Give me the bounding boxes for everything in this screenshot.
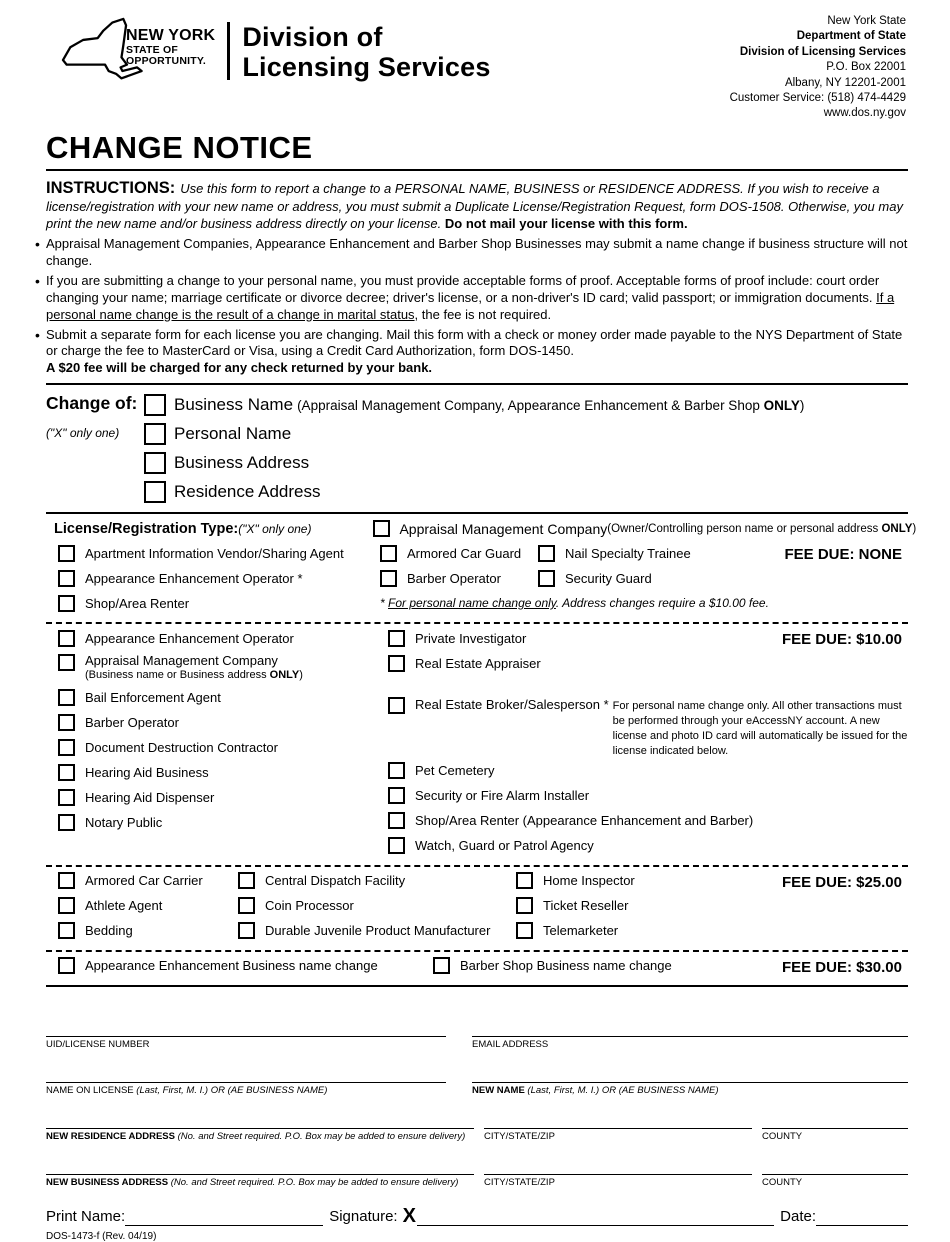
new-residence-address-input[interactable]	[46, 1105, 474, 1129]
residence-county-field	[762, 1105, 908, 1142]
bullet-3-bold: A $20 fee will be charged for any check returned by your bank.	[46, 360, 433, 376]
agency-line-city: Albany, NY 12201-2001	[784, 76, 906, 89]
signature-input[interactable]	[417, 1208, 774, 1226]
license-option-real-estate-appraiser[interactable]: Real Estate Appraiser	[388, 653, 908, 673]
business-name-checkbox[interactable]	[144, 394, 166, 416]
personal-name-change-footnote: * For personal name change only. Address changes require a $10.00 fee.	[380, 596, 769, 611]
license-option-hearing-aid-dispenser[interactable]: Hearing Aid Dispenser	[58, 787, 388, 807]
email-address-field	[472, 1013, 908, 1050]
fee-due-10-label: FEE DUE: $10.00	[781, 631, 902, 649]
checkbox[interactable]	[538, 545, 555, 562]
license-option-appraisal-management-company[interactable]: Appraisal Management Company (Business name or Business address ONLY)	[58, 653, 388, 682]
field-row-2	[46, 1059, 908, 1096]
residence-address-checkbox[interactable]	[144, 481, 166, 503]
page-title: CHANGE NOTICE	[46, 122, 908, 171]
license-option-document-destruction-contractor[interactable]: Document Destruction Contractor	[58, 737, 388, 757]
appraisal-management-company-top-note: (Owner/Controlling person name or personal address ONLY)	[607, 522, 917, 535]
fee-group-none	[46, 539, 908, 624]
license-option-armored-car-carrier[interactable]: Armored Car Carrier	[58, 871, 238, 891]
logo-text-stateof: STATE OF	[126, 43, 178, 56]
checkbox[interactable]	[58, 739, 75, 756]
instructions-intro-text: Use this form to report a change to a PERSONAL NAME, BUSINESS or RESIDENCE ADDRESS. If you wish to receive a license/registration with your new name or address, you must submit a Duplicate License/Registration Request, form DOS-1508. Otherwise, you may print the new name and/or business address directly on your license.	[46, 180, 903, 232]
checkbox[interactable]	[388, 630, 405, 647]
instruction-bullet-2	[46, 273, 908, 324]
fee-10-column-1	[58, 628, 388, 860]
checkbox[interactable]	[380, 545, 397, 562]
instructions-intro-bold: Do not mail your license with this form.	[444, 216, 688, 232]
change-of-options	[144, 393, 908, 509]
instructions-intro	[46, 178, 908, 233]
new-business-address-field	[46, 1151, 474, 1188]
license-option-notary-public[interactable]: Notary Public	[58, 812, 388, 832]
checkbox[interactable]	[58, 897, 75, 914]
agency-website: www.dos.ny.gov	[823, 107, 906, 120]
division-title-line2: Licensing Services	[242, 52, 491, 83]
instructions-heading: INSTRUCTIONS:	[46, 178, 176, 197]
residence-city-state-zip-input[interactable]	[484, 1105, 752, 1129]
license-option-private-investigator[interactable]: Private Investigator	[388, 628, 908, 648]
residence-county-label: COUNTY	[762, 1130, 803, 1142]
license-type-x-only-note: ("X" only one)	[238, 521, 312, 536]
license-option-durable-juvenile-product-manufacturer[interactable]: Durable Juvenile Product Manufacturer	[238, 921, 516, 941]
new-business-address-label: NEW BUSINESS ADDRESS (No. and Street required. P.O. Box may be added to ensure delivery)	[46, 1176, 459, 1188]
appraisal-management-company-top-label: Appraisal Management Company	[399, 520, 608, 537]
license-option-shop-area-renter-none[interactable]: Shop/Area Renter	[58, 593, 380, 613]
personal-name-checkbox[interactable]	[144, 423, 166, 445]
field-row-4	[46, 1151, 908, 1188]
name-on-license-label: NAME ON LICENSE (Last, First, M. I.) OR (AE BUSINESS NAME)	[46, 1084, 328, 1096]
checkbox[interactable]	[388, 837, 405, 854]
license-option-armored-car-guard[interactable]: Armored Car Guard	[380, 543, 538, 563]
license-option-pet-cemetery[interactable]: Pet Cemetery	[388, 761, 908, 781]
checkbox[interactable]	[58, 595, 75, 612]
license-option-appearance-enhancement-operator-star[interactable]: Appearance Enhancement Operator *	[58, 568, 380, 588]
checkbox[interactable]	[58, 789, 75, 806]
license-type-section	[46, 512, 917, 986]
license-option-telemarketer[interactable]: Telemarketer	[516, 921, 618, 941]
business-county-field	[762, 1151, 908, 1188]
license-option-barber-shop-business-name-change[interactable]: Barber Shop Business name change	[433, 956, 672, 976]
email-address-label: EMAIL ADDRESS	[472, 1038, 549, 1050]
business-address-checkbox[interactable]	[144, 452, 166, 474]
logo-divider	[227, 22, 230, 80]
checkbox[interactable]	[380, 570, 397, 587]
logo-text-newyork: NEW YORK	[126, 27, 216, 44]
license-option-watch-guard-patrol-agency[interactable]: Watch, Guard or Patrol Agency	[388, 836, 908, 856]
fee-due-none-label: FEE DUE: NONE	[784, 546, 902, 564]
license-option-appearance-enhancement-operator[interactable]: Appearance Enhancement Operator	[58, 628, 388, 648]
business-city-state-zip-input[interactable]	[484, 1151, 752, 1175]
new-residence-address-label: NEW RESIDENCE ADDRESS (No. and Street required. P.O. Box may be added to ensure delivery)	[46, 1130, 466, 1142]
license-option-hearing-aid-business[interactable]: Hearing Aid Business	[58, 762, 388, 782]
new-residence-address-field	[46, 1105, 474, 1142]
uid-license-number-input[interactable]	[46, 1013, 446, 1037]
bullet-2-text: If you are submitting a change to your personal name, you must provide acceptable forms of proof. Acceptable forms of proof include: court order changing your name; marriage certificate or divorce decree; driver's license, or a non-driver's ID card; valid passport; or immigration documents.	[46, 272, 880, 305]
form-number: DOS-1473-f (Rev. 04/19)	[46, 1230, 157, 1242]
checkbox[interactable]	[238, 897, 255, 914]
instruction-bullet-3	[46, 327, 908, 378]
business-city-state-zip-label: CITY/STATE/ZIP	[484, 1176, 555, 1188]
license-option-central-dispatch-facility[interactable]: Central Dispatch Facility	[238, 871, 516, 891]
checkbox[interactable]	[58, 654, 75, 671]
date-label: Date:	[780, 1207, 816, 1225]
checkbox[interactable]	[516, 872, 533, 889]
option-business-address[interactable]	[144, 451, 908, 475]
residence-address-label: Residence Address	[174, 482, 321, 502]
new-name-label: NEW NAME (Last, First, M. I.) OR (AE BUSINESS NAME)	[472, 1084, 719, 1096]
business-city-state-zip-field	[484, 1151, 752, 1188]
fee-group-25	[46, 867, 908, 952]
checkbox[interactable]	[388, 762, 405, 779]
agency-address-block	[730, 12, 906, 122]
residence-county-input[interactable]	[762, 1105, 908, 1129]
new-name-input[interactable]	[472, 1059, 908, 1083]
change-of-x-only-note: ("X" only one)	[46, 426, 120, 441]
fee-group-10	[46, 624, 908, 866]
amc-business-only-subnote: (Business name or Business address ONLY)	[85, 669, 303, 682]
checkbox[interactable]	[58, 814, 75, 831]
fee-10-column-2	[388, 628, 908, 860]
fee-group-30	[46, 952, 908, 985]
license-option-security-guard[interactable]: Security Guard	[538, 568, 652, 588]
checkbox[interactable]	[388, 812, 405, 829]
division-title-line1: Division of	[242, 22, 383, 52]
business-address-label: Business Address	[174, 453, 310, 473]
form-header	[0, 0, 950, 122]
checkbox[interactable]	[58, 764, 75, 781]
instructions-section	[46, 171, 908, 383]
checkbox[interactable]	[388, 697, 405, 714]
logo-wordmark	[126, 28, 215, 66]
checkbox[interactable]	[58, 630, 75, 647]
change-of-heading-block	[46, 393, 144, 509]
field-row-1	[46, 1013, 908, 1050]
print-name-input[interactable]	[125, 1208, 323, 1226]
logo-text-opportunity: OPPORTUNITY.	[126, 54, 206, 67]
broker-eaccessny-note: For personal name change only. All other transactions must be performed through your eAccessNY account. A new license and photo ID card will automatically be issued for the license indicated below.	[612, 700, 908, 757]
license-type-heading: License/Registration Type:	[54, 520, 239, 537]
bullet-3-text: Submit a separate form for each license you are changing. Mail this form with a check or money order made payable to the NYS Department of State or charge the fee to MasterCard or Visa, using a Credit Card Authorization, form DOS-1450.	[46, 326, 903, 359]
personal-name-label: Personal Name	[174, 424, 292, 444]
change-of-section	[46, 383, 908, 512]
checkbox[interactable]	[516, 897, 533, 914]
license-option-real-estate-broker-salesperson[interactable]: Real Estate Broker/Salesperson * For personal name change only. All other transactions must be performed through your eAccessNY account. A new license and photo ID card will automatically be issued for the license indicated below.	[388, 697, 908, 758]
bullet-1-text: Appraisal Management Companies, Appearance Enhancement and Barber Shop Businesses may submit a name change if business structure will not change.	[46, 236, 908, 268]
business-county-input[interactable]	[762, 1151, 908, 1175]
agency-line-pobox: P.O. Box 22001	[826, 61, 906, 74]
agency-line-division: Division of Licensing Services	[739, 45, 906, 58]
new-name-field	[472, 1059, 908, 1096]
agency-line-phone: Customer Service: (518) 474-4429	[729, 92, 906, 105]
license-option-appearance-enhancement-business-name-change[interactable]: Appearance Enhancement Business name change	[58, 956, 433, 976]
agency-line-department: Department of State	[796, 30, 906, 43]
checkbox[interactable]	[58, 957, 75, 974]
name-on-license-field	[46, 1059, 446, 1096]
checkbox[interactable]	[238, 922, 255, 939]
checkbox[interactable]	[58, 545, 75, 562]
checkbox[interactable]	[433, 957, 450, 974]
license-option-shop-area-renter-ae-barber[interactable]: Shop/Area Renter (Appearance Enhancement and Barber)	[388, 811, 908, 831]
checkbox[interactable]	[58, 570, 75, 587]
residence-city-state-zip-field	[484, 1105, 752, 1142]
date-input[interactable]	[816, 1208, 908, 1226]
nys-logo	[52, 12, 491, 88]
bullet-2-underlined: If a personal name change is the result of a change in marital status	[46, 289, 895, 322]
fee-due-30-label: FEE DUE: $30.00	[781, 958, 902, 976]
business-name-note: (Appraisal Management Company, Appearance Enhancement & Barber Shop ONLY)	[297, 397, 805, 413]
uid-license-number-label: UID/LICENSE NUMBER	[46, 1038, 150, 1050]
print-name-label: Print Name:	[46, 1207, 126, 1225]
license-option-athlete-agent[interactable]: Athlete Agent	[58, 896, 238, 916]
license-option-ticket-reseller[interactable]: Ticket Reseller	[516, 896, 628, 916]
license-option-bail-enforcement-agent[interactable]: Bail Enforcement Agent	[58, 687, 388, 707]
signature-label: Signature:	[329, 1207, 398, 1225]
instruction-bullet-1	[46, 236, 908, 270]
license-option-security-or-fire-alarm-installer[interactable]: Security or Fire Alarm Installer	[388, 786, 908, 806]
write-in-fields	[46, 1013, 908, 1188]
residence-city-state-zip-label: CITY/STATE/ZIP	[484, 1130, 555, 1142]
license-option-barber-operator[interactable]: Barber Operator	[58, 712, 388, 732]
checkbox[interactable]	[58, 922, 75, 939]
license-option-home-inspector[interactable]: Home Inspector	[516, 871, 635, 891]
fee-due-25-label: FEE DUE: $25.00	[781, 873, 902, 891]
new-business-address-input[interactable]	[46, 1151, 474, 1175]
license-option-bedding[interactable]: Bedding	[58, 921, 238, 941]
uid-license-number-field	[46, 1013, 446, 1050]
license-option-barber-operator-none[interactable]: Barber Operator	[380, 568, 538, 588]
business-county-label: COUNTY	[762, 1176, 803, 1188]
checkbox[interactable]	[388, 655, 405, 672]
email-address-input[interactable]	[472, 1013, 908, 1037]
option-business-name[interactable]	[144, 393, 908, 417]
license-type-heading-row	[46, 514, 917, 539]
agency-line-state: New York State	[827, 15, 906, 27]
option-personal-name[interactable]	[144, 422, 908, 446]
checkbox[interactable]	[58, 689, 75, 706]
change-of-heading: Change of:	[46, 393, 138, 414]
license-option-nail-specialty-trainee[interactable]: Nail Specialty Trainee	[538, 543, 691, 563]
field-row-3	[46, 1105, 908, 1142]
checkbox[interactable]	[516, 922, 533, 939]
license-option-coin-processor[interactable]: Coin Processor	[238, 896, 516, 916]
name-on-license-input[interactable]	[46, 1059, 446, 1083]
checkbox[interactable]	[238, 872, 255, 889]
checkbox[interactable]	[388, 787, 405, 804]
appraisal-management-company-top-checkbox[interactable]	[373, 520, 390, 537]
business-name-label: Business Name	[174, 395, 294, 415]
signature-x-mark: X	[402, 1204, 416, 1227]
bullet-2-end: , the fee is not required.	[414, 306, 552, 322]
signature-row	[46, 1206, 908, 1226]
checkbox[interactable]	[538, 570, 555, 587]
division-title	[242, 22, 490, 82]
checkbox[interactable]	[58, 872, 75, 889]
license-option-apartment-information-vendor[interactable]: Apartment Information Vendor/Sharing Agent	[58, 543, 380, 563]
checkbox[interactable]	[58, 714, 75, 731]
option-residence-address[interactable]	[144, 480, 908, 504]
